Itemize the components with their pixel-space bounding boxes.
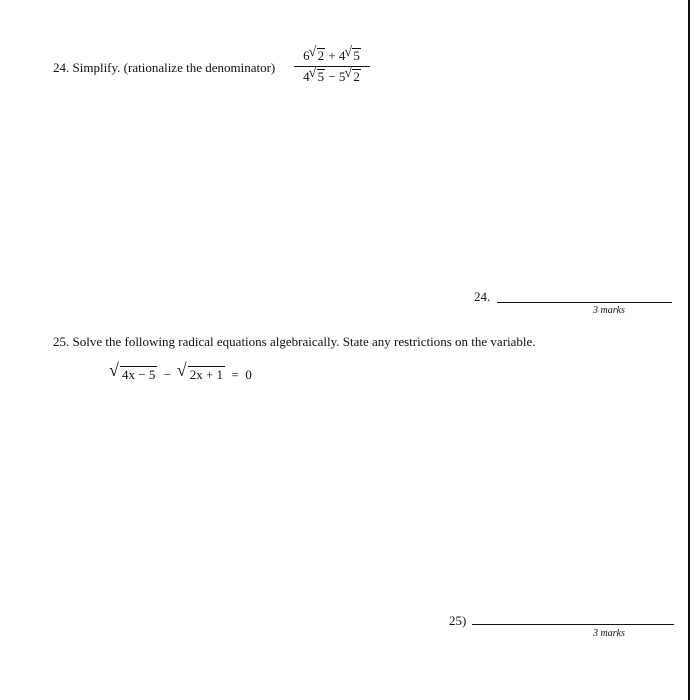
fraction-numerator xyxy=(294,47,370,65)
marks-25: 3 marks xyxy=(593,628,625,639)
question-24-prompt: 24. Simplify. (rationalize the denominator) xyxy=(53,60,276,75)
equation-rhs: 0 xyxy=(245,367,252,382)
answer-24-label: 24. xyxy=(474,289,491,304)
answer-24-line[interactable] xyxy=(497,302,672,303)
marks-24: 3 marks xyxy=(593,305,625,316)
equation-equals: = xyxy=(231,367,239,382)
question-25-equation xyxy=(110,366,252,383)
answer-25-label: 25) xyxy=(449,613,467,628)
den-operator: − xyxy=(328,69,336,84)
fraction-denominator xyxy=(294,68,370,86)
num-radicand-b: √ 5 xyxy=(352,48,361,62)
num-coef-a: 6 xyxy=(303,48,310,63)
den-radicand-b: √ 2 xyxy=(352,69,361,83)
den-coef-a: 4 xyxy=(303,69,310,84)
num-operator: + xyxy=(328,48,336,63)
equation-radicand-1: √ 4x − 5 xyxy=(120,366,157,382)
equation-operator: − xyxy=(163,367,172,382)
question-25-prompt: 25. Solve the following radical equations algebraically. State any restrictions on the variable. xyxy=(53,334,536,349)
den-radicand-a: √ 5 xyxy=(317,69,326,83)
equation-radicand-2: √ 2x + 1 xyxy=(188,366,225,382)
answer-25-line[interactable] xyxy=(472,624,674,625)
num-coef-b: 4 xyxy=(338,48,346,63)
den-coef-b: 5 xyxy=(338,69,346,84)
fraction-bar xyxy=(294,66,370,67)
question-24-fraction xyxy=(294,47,370,86)
page-border xyxy=(688,0,690,700)
num-radicand-a: √ 2 xyxy=(317,48,326,62)
